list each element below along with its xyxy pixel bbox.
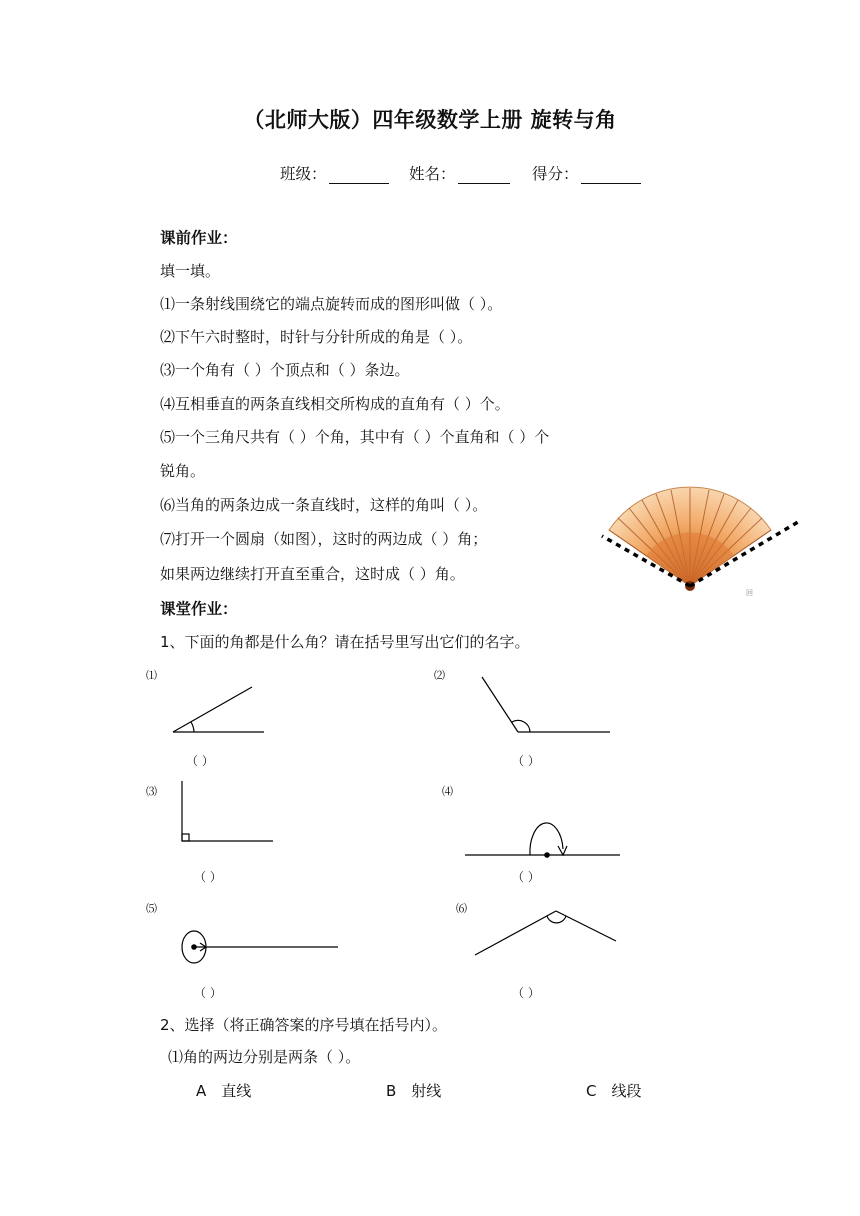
fan-caption: 回 [746,589,753,597]
name-label: 姓名： [409,165,456,183]
question-item-continued: 锐角。 [160,462,206,480]
option-c: C 线段 [586,1082,642,1100]
answer-blank: （ ） [186,754,214,768]
answer-blank: （ ） [512,986,540,1000]
angle-label: ⑹ [456,902,467,915]
option-a: A 直线 [196,1082,252,1100]
right-angle-figure [182,781,273,841]
fill-instruction: 填一填。 [160,262,221,280]
question-item: ⑴一条射线围绕它的端点旋转而成的图形叫做（ ）。 [160,295,503,313]
full-angle-figure [182,931,338,963]
apex-angle-figure [475,911,616,955]
obtuse-angle-figure [482,677,610,732]
question-item-continued: 如果两边继续打开直至重合，这时成（ ）角。 [160,565,465,583]
angle-label: ⑴ [146,669,157,682]
answer-blank: （ ） [194,986,222,1000]
question-2: 2、选择（将正确答案的序号填在括号内）。 [160,1016,448,1034]
angle-label: ⑵ [434,669,445,682]
question-item: ⑵下午六时整时，时针与分针所成的角是（ ）。 [160,328,473,346]
question-item: ⑷互相垂直的两条直线相交所构成的直角有（ ）个。 [160,395,510,413]
pre-homework-heading: 课前作业： [160,229,238,247]
question-2-1: ⑴角的两边分别是两条（ ）。 [168,1048,361,1066]
answer-blank: （ ） [512,754,540,768]
class-label: 班级： [280,165,327,183]
vertex-dot [544,852,550,858]
class-homework-heading: 课堂作业： [160,600,238,618]
angle-label: ⑸ [146,902,157,915]
question-item: ⑹当角的两条边成一条直线时，这样的角叫（ ）。 [160,496,488,514]
question-item: ⑸一个三角尺共有（ ）个角，其中有（ ）个直角和（ ）个 [160,428,550,446]
fan-leaf [609,487,771,591]
straight-angle-figure [465,823,620,855]
question-item: ⑺打开一个圆扇（如图），这时的两边成（ ）角； [160,530,488,548]
question-1: 1、下面的角都是什么角？请在括号里写出它们的名字。 [160,633,530,651]
answer-blank: （ ） [194,870,222,884]
score-label: 得分： [532,165,579,183]
option-b: B 射线 [386,1082,442,1100]
question-item: ⑶一个角有（ ）个顶点和（ ）条边。 [160,361,410,379]
page-title: （北师大版）四年级数学上册 旋转与角 [243,108,617,132]
answer-blank: （ ） [512,870,540,884]
vertex-dot [191,944,197,950]
acute-angle-figure [173,687,264,732]
angle-label: ⑷ [442,785,453,798]
angle-label: ⑶ [146,785,157,798]
